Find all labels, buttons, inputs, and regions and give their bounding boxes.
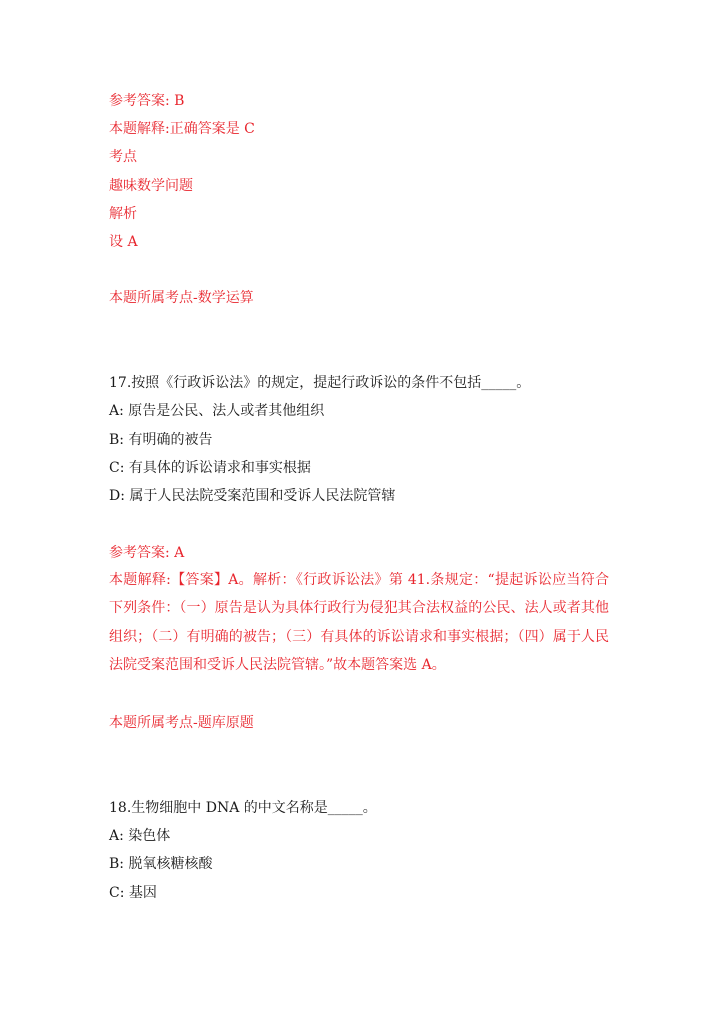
explanation-line: 本题解释:正确答案是 C xyxy=(109,121,255,137)
question-17-explanation: 本题解释:【答案】A。解析：《行政诉讼法》第 41.条规定：“提起诉讼应当符合下列条件：（一）原告是认为具体行政行为侵犯其合法权益的公民、法人或者其他组织；（二）有明确的被告；（三）有具体的诉讼请求和事实根据；（四）属于人民法院受案范围和受诉人民法院管辖。”故本题答案选 A。 xyxy=(109,572,609,673)
jiexi-heading: 解析 xyxy=(109,206,137,222)
question-18-option-b: B: 脱氧核糖核酸 xyxy=(109,856,213,872)
kaodian-heading: 考点 xyxy=(109,149,137,165)
question-18-option-a: A: 染色体 xyxy=(109,828,171,844)
question-17-option-b: B: 有明确的被告 xyxy=(109,432,213,448)
she-line: 设 A xyxy=(109,234,138,250)
question-17-stem: 17.按照《行政诉讼法》的规定，提起行政诉讼的条件不包括_____。 xyxy=(109,375,531,391)
topic-line: 趣味数学问题 xyxy=(109,178,193,194)
question-18-stem: 18.生物细胞中 DNA 的中文名称是_____。 xyxy=(109,800,377,816)
question-17-option-d: D: 属于人民法院受案范围和受诉人民法院管辖 xyxy=(109,488,396,504)
category-line: 本题所属考点-数学运算 xyxy=(109,290,254,306)
question-17-answer: 参考答案: A xyxy=(109,545,185,561)
question-17-category: 本题所属考点-题库原题 xyxy=(109,715,254,731)
question-18-option-c: C: 基因 xyxy=(109,885,157,901)
question-17-option-a: A: 原告是公民、法人或者其他组织 xyxy=(109,403,325,419)
question-17-option-c: C: 有具体的诉讼请求和事实根据 xyxy=(109,460,311,476)
answer-line: 参考答案: B xyxy=(109,93,185,109)
